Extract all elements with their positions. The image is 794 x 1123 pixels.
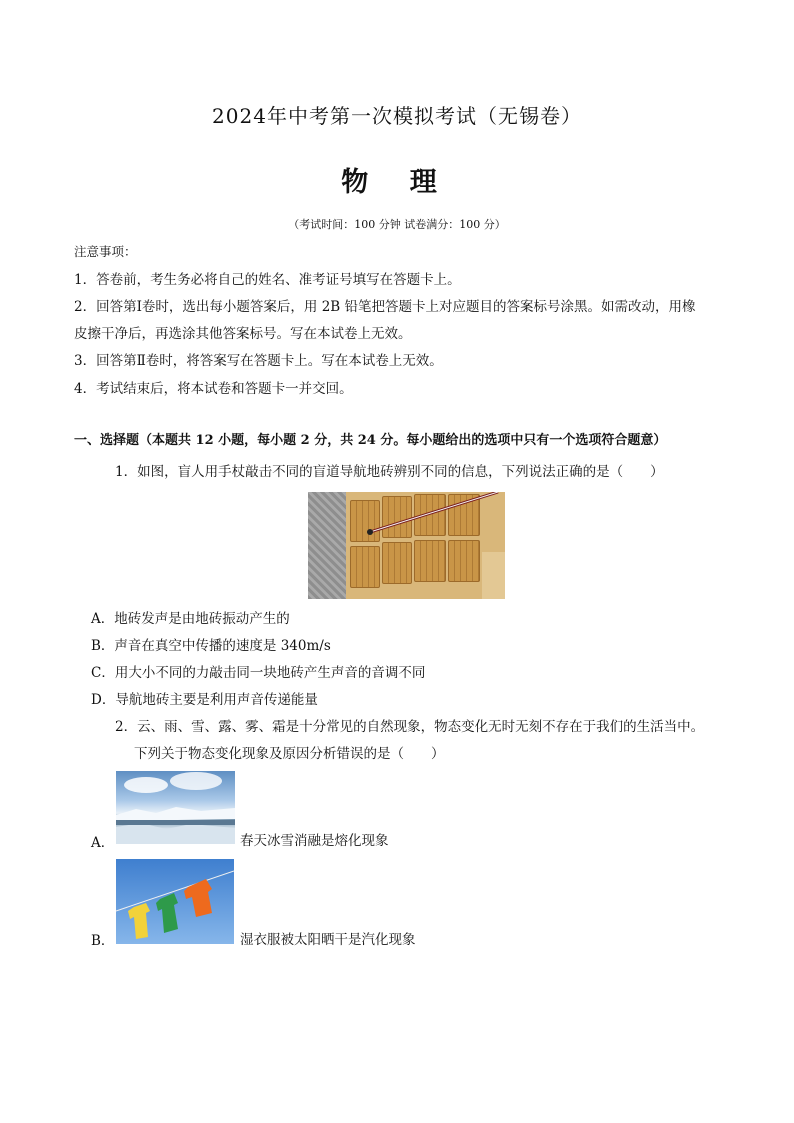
q1-option-c: C．用大小不同的力敲击同一块地砖产生声音的音调不同 bbox=[91, 665, 426, 681]
note-item-1: 1．答卷前，考生务必将自己的姓名、准考证号填写在答题卡上。 bbox=[74, 272, 461, 288]
q2-stem-line1: 2．云、雨、雪、露、雾、霜是十分常见的自然现象，物态变化无时无刻不存在于我们的生活当中。 bbox=[115, 719, 705, 735]
q1-option-d: D．导航地砖主要是利用声音传递能量 bbox=[91, 692, 318, 708]
tactile-paving-image bbox=[308, 492, 505, 599]
note-item-2-cont: 皮擦干净后，再选涂其他答案标号。写在本试卷上无效。 bbox=[74, 326, 412, 342]
q1-option-b: B．声音在真空中传播的速度是 340m/s bbox=[91, 638, 331, 654]
q2-option-a-label: A． bbox=[91, 835, 115, 851]
drying-clothes-image bbox=[116, 859, 234, 944]
subject-title: 物 理 bbox=[341, 167, 453, 198]
q1-option-a: A．地砖发声是由地砖振动产生的 bbox=[91, 611, 290, 627]
note-item-4: 4．考试结束后，将本试卷和答题卡一并交回。 bbox=[74, 381, 353, 397]
notes-heading: 注意事项： bbox=[74, 244, 137, 259]
note-item-3: 3．回答第Ⅱ卷时，将答案写在答题卡上。写在本试卷上无效。 bbox=[74, 353, 443, 369]
melting-ice-image bbox=[116, 771, 235, 844]
exam-title: 2024年中考第一次模拟考试（无锡卷） bbox=[212, 104, 582, 128]
note-item-2: 2．回答第Ⅰ卷时，选出每小题答案后，用 2B 铅笔把答题卡上对应题目的答案标号涂黑。如需改动，用橡 bbox=[74, 299, 696, 315]
q2-option-a-text: 春天冰雪消融是熔化现象 bbox=[240, 833, 389, 849]
cane-icon bbox=[308, 492, 505, 599]
q1-stem: 1．如图，盲人用手杖敲击不同的盲道导航地砖辨别不同的信息，下列说法正确的是（ ） bbox=[115, 464, 664, 480]
q2-stem-line2: 下列关于物态变化现象及原因分析错误的是（ ） bbox=[134, 746, 445, 762]
q2-option-b-text: 湿衣服被太阳晒干是汽化现象 bbox=[240, 932, 416, 948]
section-heading: 一、选择题（本题共 12 小题，每小题 2 分，共 24 分。每小题给出的选项中只有一个选项符合题意） bbox=[74, 433, 667, 448]
time-info: （考试时间：100 分钟 试卷满分：100 分） bbox=[288, 218, 506, 231]
q2-option-b-label: B． bbox=[91, 933, 115, 949]
